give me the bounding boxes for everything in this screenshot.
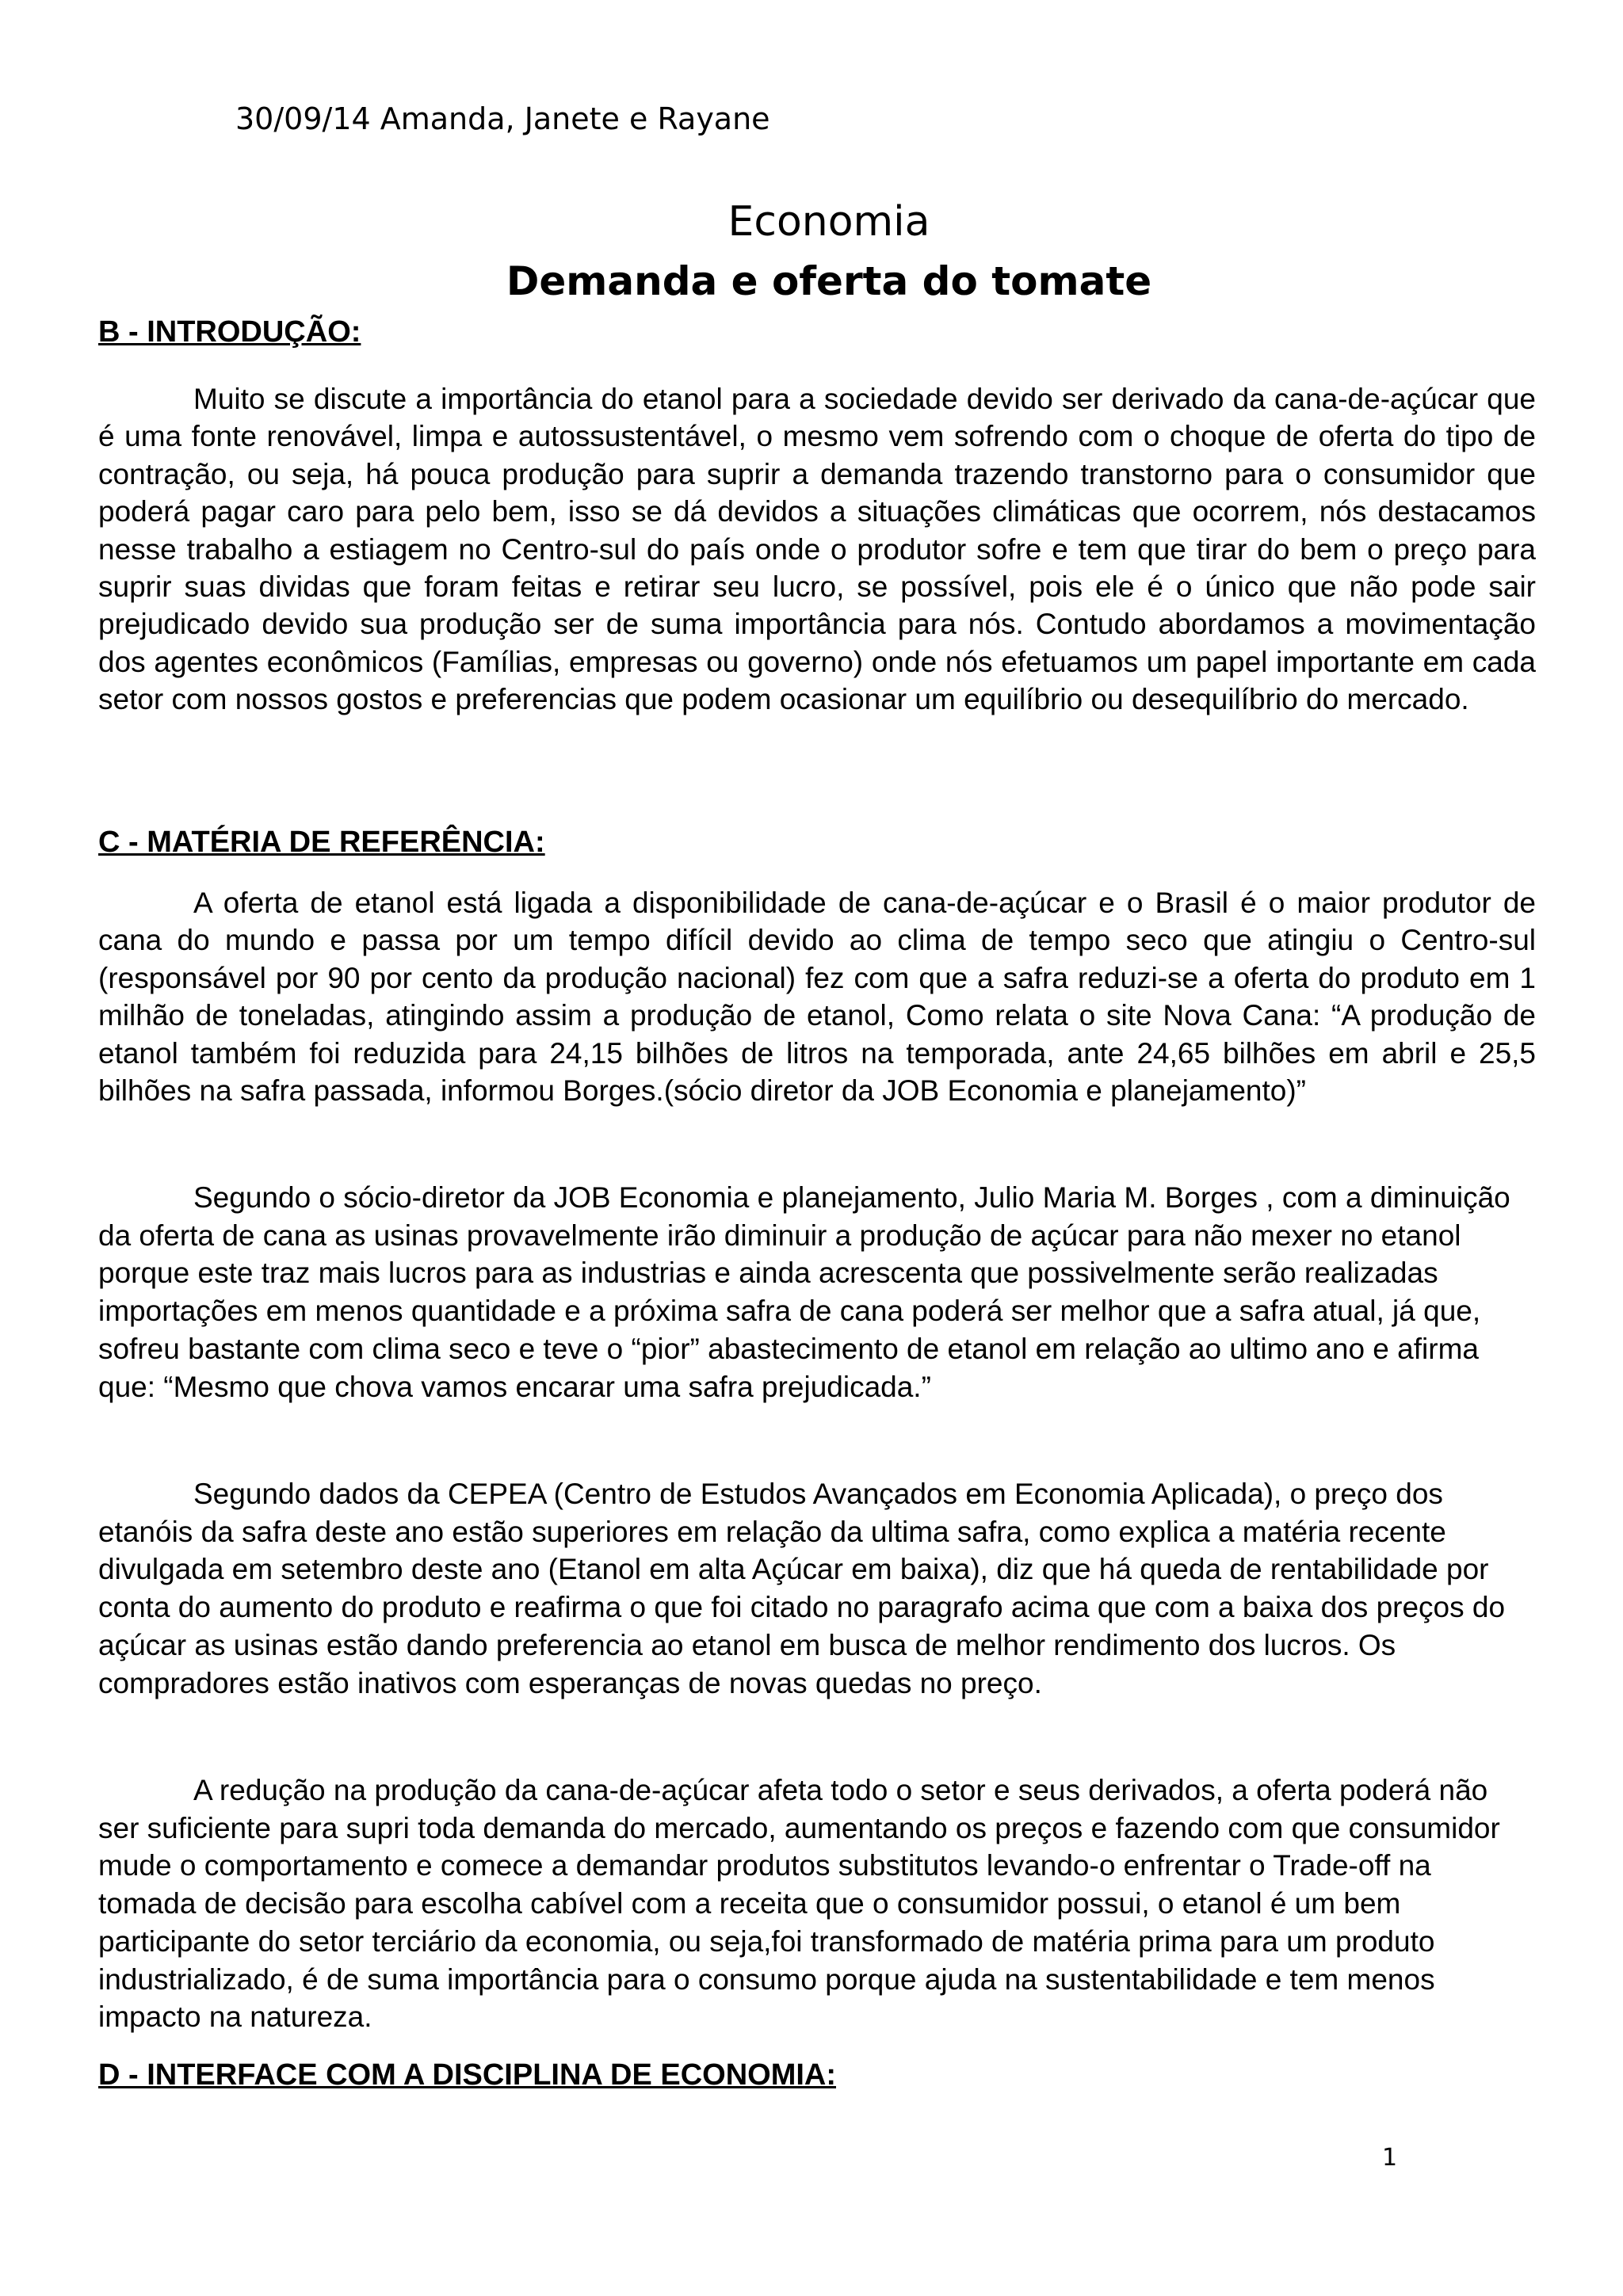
reference-paragraph-2: Segundo o sócio-diretor da JOB Economia e planejamento, Julio Maria M. Borges , com a diminuição da oferta de cana as usinas provavelmente irão diminuir a produção de açúcar para não mexer no etanol porque este traz mais lucros para as industrias e ainda acrescenta que possivelmente serão realizadas importações em menos quantidade e a próxima safra de cana poderá ser melhor que a safra atual, já que, sofreu bastante com clima seco e teve o “pior” abastecimento de etanol em relação ao ultimo ano e afirma que: “Mesmo que chova vamos encarar uma safra prejudicada.” xyxy=(98,1181,1510,1403)
section-heading-reference: C - MATÉRIA DE REFERÊNCIA: xyxy=(98,826,545,859)
introduction-paragraph: Muito se discute a importância do etanol para a sociedade devido ser derivado da cana-de-açúcar que é uma fonte renovável, limpa e autossustentável, o mesmo vem sofrendo com o choque de oferta do tipo de contração, ou seja, há pouca produção para suprir a demanda trazendo transtorno para o consumidor que poderá pagar caro para pelo bem, isso se dá devidos a situações climáticas que ocorrem, nós destacamos nesse trabalho a estiagem no Centro-sul do país onde o produtor sofre e tem que tirar do bem o preço para suprir suas dividas que foram feitas e retirar seu lucro, se possível, pois ele é o único que não pode sair prejudicado devido sua produção ser de suma importância para nós. Contudo abordamos a movimentação dos agentes econômicos (Famílias, empresas ou governo) onde nós efetuamos um papel importante em cada setor com nossos gostos e preferencias que podem ocasionar um equilíbrio ou desequilíbrio do mercado. xyxy=(98,383,1536,716)
page-number: 1 xyxy=(1382,2144,1398,2172)
section-heading-introduction: B - INTRODUÇÃO: xyxy=(98,315,361,349)
document-subject: Economia xyxy=(727,198,930,246)
reference-paragraph-3: Segundo dados da CEPEA (Centro de Estudos Avançados em Economia Aplicada), o preço dos etanóis da safra deste ano estão superiores em relação da ultima safra, como explica a matéria recente divulgada em setembro deste ano (Etanol em alta Açúcar em baixa), diz que há queda de rentabilidade por conta do aumento do produto e reafirma o que foi citado no paragrafo acima que com a baixa dos preços do açúcar as usinas estão dando preferencia ao etanol em busca de melhor rendimento dos lucros. Os compradores estão inativos com esperanças de novas quedas no preço. xyxy=(98,1478,1506,1699)
section-heading-interface: D - INTERFACE COM A DISCIPLINA DE ECONOMIA: xyxy=(98,2058,836,2092)
header-date-authors: 30/09/14 Amanda, Janete e Rayane xyxy=(235,101,770,136)
document-title: Demanda e oferta do tomate xyxy=(506,258,1152,304)
reference-paragraph-1: A oferta de etanol está ligada a disponibilidade de cana-de-açúcar e o Brasil é o maior produtor de cana do mundo e passa por um tempo difícil devido ao clima de tempo seco que atingiu o Centro-sul (responsável por 90 por cento da produção nacional) fez com que a safra reduzi-se a oferta do produto em 1 milhão de toneladas, atingindo assim a produção de etanol, Como relata o site Nova Cana: “A produção de etanol também foi reduzida para 24,15 bilhões de litros na temporada, ante 24,65 bilhões em abril e 25,5 bilhões na safra passada, informou Borges.(sócio diretor da JOB Economia e planejamento)” xyxy=(98,887,1536,1108)
reference-paragraph-4: A redução na produção da cana-de-açúcar afeta todo o setor e seus derivados, a oferta poderá não ser suficiente para supri toda demanda do mercado, aumentando os preços e fazendo com que consumidor mude o comportamento e comece a demandar produtos substitutos levando-o enfrentar o Trade-off na tomada de decisão para escolha cabível com a receita que o consumidor possui, o etanol é um bem participante do setor terciário da economia, ou seja,foi transformado de matéria prima para um produto industrializado, é de suma importância para o consumo porque ajuda na sustentabilidade e tem menos impacto na natureza. xyxy=(98,1774,1500,2034)
